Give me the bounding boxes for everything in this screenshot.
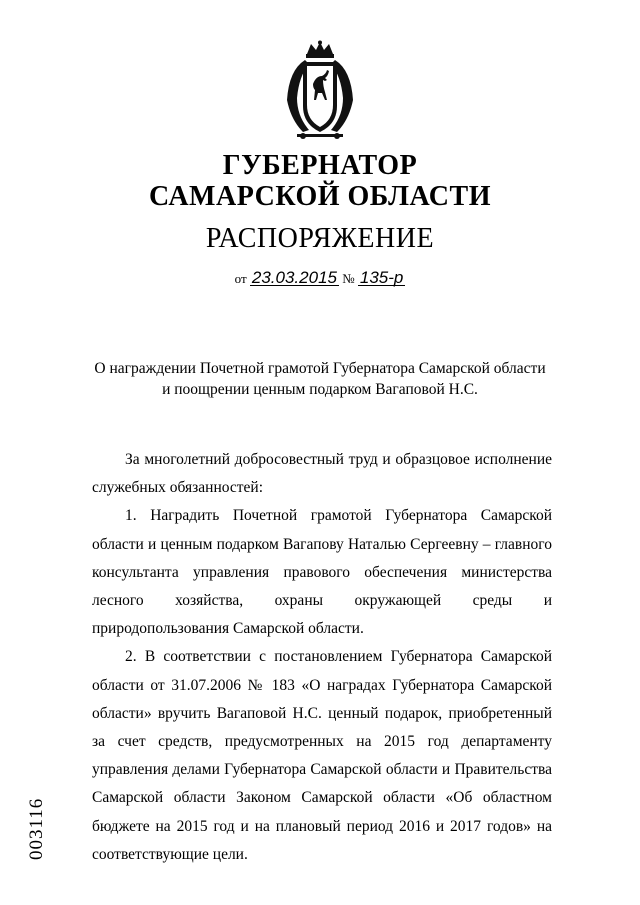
serial-stamp: 003116 — [26, 797, 47, 860]
dateline — [0, 270, 640, 287]
document-body — [92, 446, 552, 869]
document-date: 23.03.2015 — [251, 268, 337, 287]
document-number: 135-р — [359, 268, 404, 287]
subject-line1: О награждении Почетной грамотой Губернатора Самарской области — [94, 360, 546, 377]
number-label: № — [342, 271, 355, 286]
document-subject — [60, 358, 580, 400]
body-paragraph-item-1: 1. Наградить Почетной грамотой Губернатора Самарской области и ценным подарком Вагапову Наталью Сергеевну – главного консультанта управления правового обеспечения министерства лесного хозяйства, охраны окружающей среды и природопользования Самарской области. — [92, 507, 552, 638]
subject-line2: и поощрении ценным подарком Вагаповой Н.С. — [162, 381, 478, 398]
body-paragraph-item-2: 2. В соответствии с постановлением Губернатора Самарской области от 31.07.2006 № 183 «О наградах Губернатора Самарской области» вручить Вагаповой Н.С. ценный подарок, приобретенный за счет средств, предусмотренных на 2015 год департаменту управления делами Губернатора Самарской области и Правительства Самарской области Законом Самарской области «Об областном бюджете на 2015 год и на плановый период 2016 и 2017 годов» на соответствующие цели. — [92, 648, 552, 863]
org-title-line1: ГУБЕРНАТОР — [222, 150, 418, 181]
date-from-label: от — [234, 271, 247, 286]
document-type: РАСПОРЯЖЕНИЕ — [205, 223, 435, 254]
org-title-line2: САМАРСКОЙ ОБЛАСТИ — [149, 181, 491, 212]
body-paragraph-intro: За многолетний добросовестный труд и образцовое исполнение служебных обязанностей: — [92, 451, 552, 497]
coat-of-arms-icon — [283, 40, 357, 140]
